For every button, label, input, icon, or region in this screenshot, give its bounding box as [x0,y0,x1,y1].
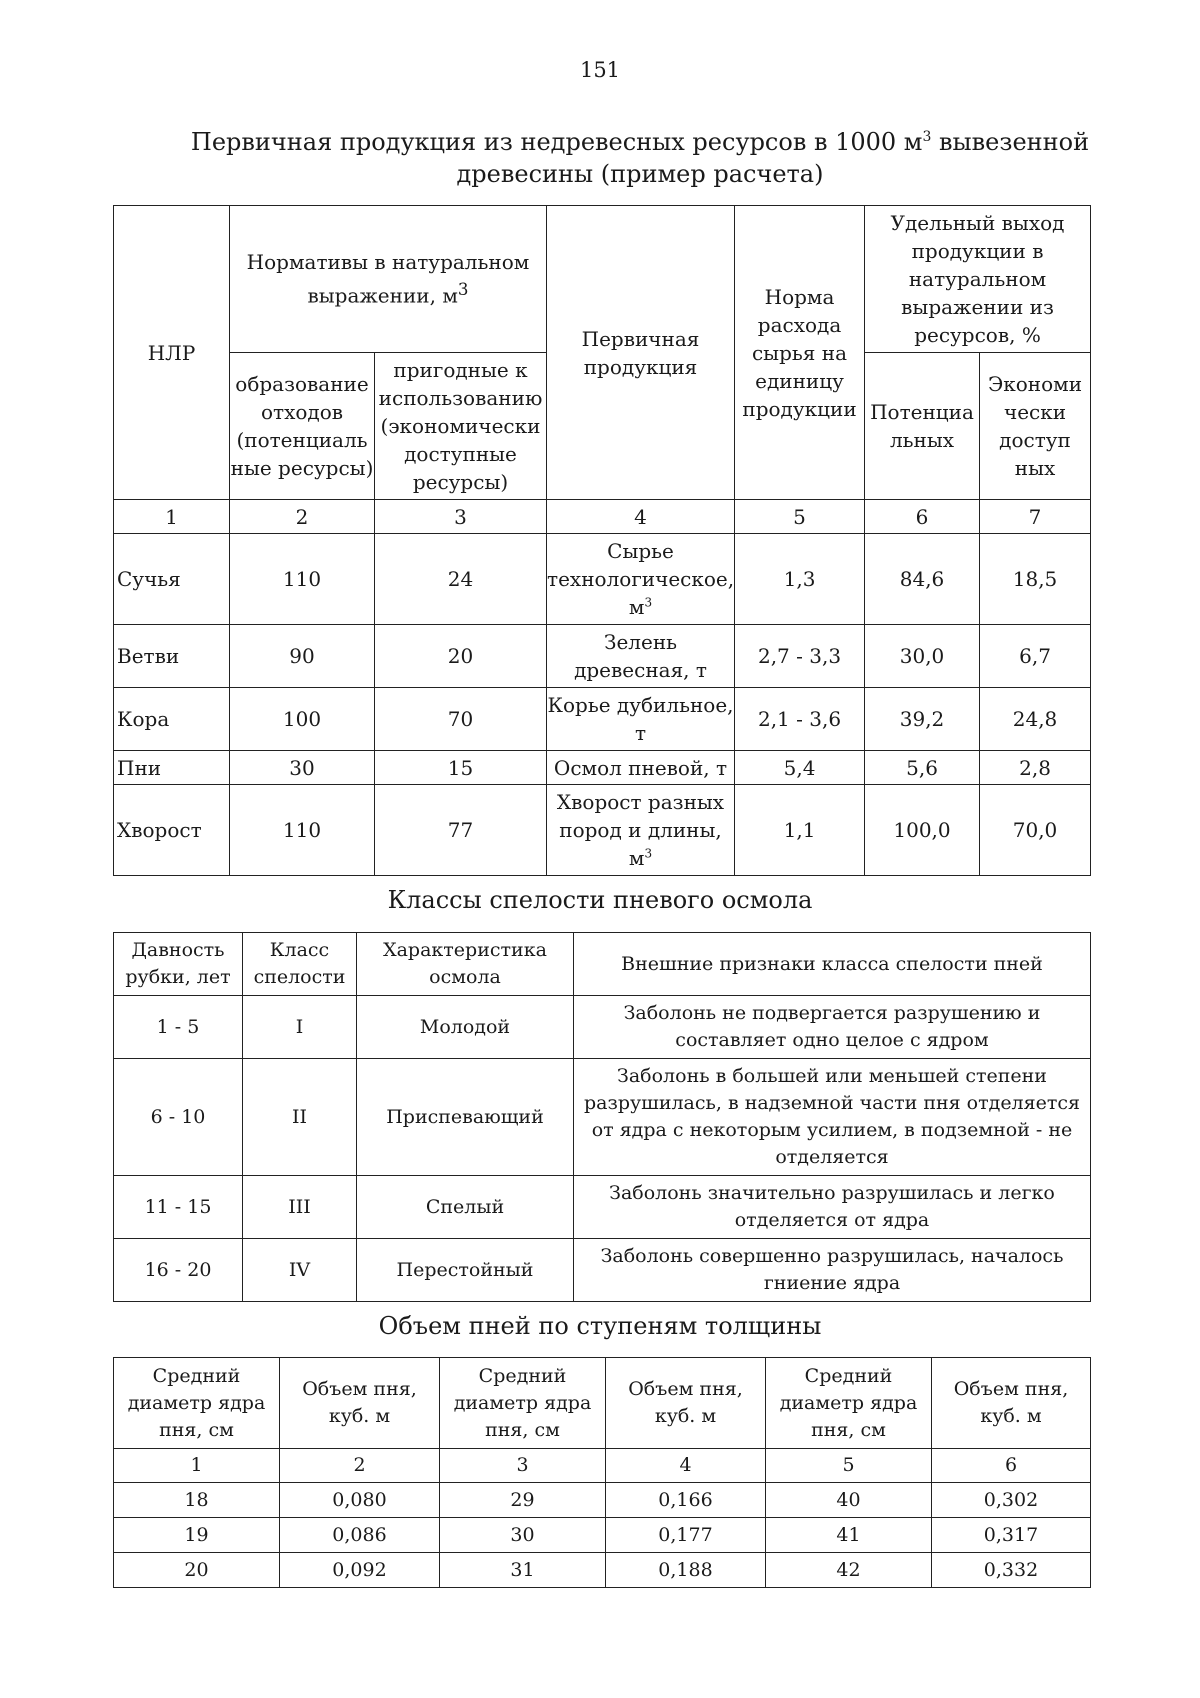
row-class: II [243,1059,357,1176]
header-economic: Экономи чески доступ ных [980,353,1091,500]
row-usable: 70 [375,688,547,751]
cell: 0,188 [606,1553,766,1588]
cell: 0,086 [280,1518,440,1553]
cell: 30 [440,1518,606,1553]
row-economic: 70,0 [980,785,1091,876]
cell: 20 [114,1553,280,1588]
primary-products-table [113,205,1091,876]
row-class: III [243,1176,357,1239]
cell: 0,332 [932,1553,1091,1588]
col-number: 2 [280,1449,440,1483]
header-age: Давность рубки, лет [114,933,243,996]
cell: 42 [766,1553,932,1588]
row-waste: 100 [230,688,375,751]
header-nlr: НЛР [114,206,230,500]
row-rate: 2,1 - 3,6 [735,688,865,751]
header-waste: образование отходов (потенциаль ные ресурсы) [230,353,375,500]
cell: 0,092 [280,1553,440,1588]
row-characteristic: Перестойный [357,1239,574,1302]
row-product: Сырье технологическое, $м^3$ [547,534,735,625]
row-product: Зелень древесная, т [547,625,735,688]
header-diameter: Средний диаметр ядра пня, см [766,1358,932,1449]
table-row [114,1518,1091,1553]
col-number: 6 [932,1449,1091,1483]
stump-volume-table [113,1357,1091,1588]
row-waste: 90 [230,625,375,688]
header-volume: Объем пня, куб. м [606,1358,766,1449]
row-class: I [243,996,357,1059]
row-economic: 6,7 [980,625,1091,688]
header-norms-group: Нормативы в натуральном выражении, $м^3$ [230,206,547,353]
row-economic: 18,5 [980,534,1091,625]
header-signs: Внешние признаки класса спелости пней [574,933,1091,996]
table-row [114,996,1091,1059]
row-potential: 30,0 [865,625,980,688]
header-yield-group: Удельный выход продукции в натуральном выражении из ресурсов, % [865,206,1091,353]
cell: 0,317 [932,1518,1091,1553]
row-rate: 5,4 [735,751,865,785]
table-row [114,625,1091,688]
row-usable: 15 [375,751,547,785]
row-nlr: Ветви [114,625,230,688]
table2-title: Классы спелости пневого осмола [387,886,813,914]
row-signs: Заболонь в большей или меньшей степени разрушилась, в надземной части пня отделяется от ядра с некоторым усилием, в подземной - не отделяется [574,1059,1091,1176]
table1-title-sup: 3 [922,129,932,145]
header-diameter: Средний диаметр ядра пня, см [440,1358,606,1449]
table1-title-part2: вывезенной [931,128,1090,156]
cell: 41 [766,1518,932,1553]
table-row [114,1483,1091,1518]
col-number: 3 [440,1449,606,1483]
row-characteristic: Приспевающий [357,1059,574,1176]
cell: 29 [440,1483,606,1518]
row-signs: Заболонь совершенно разрушилась, началось гниение ядра [574,1239,1091,1302]
col-number: 1 [114,1449,280,1483]
row-product: Осмол пневой, т [547,751,735,785]
table-row [114,688,1091,751]
row-characteristic: Молодой [357,996,574,1059]
row-age: 1 - 5 [114,996,243,1059]
row-nlr: Пни [114,751,230,785]
cell: 0,166 [606,1483,766,1518]
table-row [114,785,1091,876]
col-number: 4 [606,1449,766,1483]
col-number: 5 [766,1449,932,1483]
col-number: 2 [230,500,375,534]
row-usable: 77 [375,785,547,876]
header-usable: пригодные к использованию (экономически доступные ресурсы) [375,353,547,500]
row-nlr: Сучья [114,534,230,625]
col-number: 7 [980,500,1091,534]
row-product: Хворост разных пород и длины, $м^3$ [547,785,735,876]
table-row [114,1176,1091,1239]
table-row [114,751,1091,785]
row-age: 11 - 15 [114,1176,243,1239]
row-waste: 110 [230,534,375,625]
col-number: 1 [114,500,230,534]
header-characteristic: Характеристика осмола [357,933,574,996]
table-row [114,534,1091,625]
col-number: 3 [375,500,547,534]
table-row [114,1553,1091,1588]
header-volume: Объем пня, куб. м [280,1358,440,1449]
table1-title-line2: древесины (пример расчета) [456,160,824,188]
table1-title [150,126,1130,190]
header-rate: Норма расхода сырья на единицу продукции [735,206,865,500]
col-number: 4 [547,500,735,534]
cell: 40 [766,1483,932,1518]
row-potential: 5,6 [865,751,980,785]
row-rate: 1,1 [735,785,865,876]
row-nlr: Хворост [114,785,230,876]
cell: 0,177 [606,1518,766,1553]
header-product: Первичная продукция [547,206,735,500]
cell: 19 [114,1518,280,1553]
row-usable: 24 [375,534,547,625]
header-class: Класс спелости [243,933,357,996]
table-row [114,1239,1091,1302]
column-number-row [114,1449,1091,1483]
row-economic: 24,8 [980,688,1091,751]
cell: 0,080 [280,1483,440,1518]
cell: 0,302 [932,1483,1091,1518]
row-economic: 2,8 [980,751,1091,785]
col-number: 6 [865,500,980,534]
table1-title-part1: Первичная продукция из недревесных ресурсов в 1000 м [190,128,923,156]
column-number-row [114,500,1091,534]
row-nlr: Кора [114,688,230,751]
row-age: 16 - 20 [114,1239,243,1302]
row-potential: 84,6 [865,534,980,625]
row-age: 6 - 10 [114,1059,243,1176]
page-number: 151 [579,58,621,82]
row-characteristic: Спелый [357,1176,574,1239]
header-volume: Объем пня, куб. м [932,1358,1091,1449]
row-potential: 39,2 [865,688,980,751]
table-row [114,1059,1091,1176]
maturity-classes-table [113,932,1091,1302]
row-rate: 1,3 [735,534,865,625]
table3-title: Объем пней по ступеням толщины [378,1312,822,1340]
row-waste: 30 [230,751,375,785]
row-potential: 100,0 [865,785,980,876]
header-diameter: Средний диаметр ядра пня, см [114,1358,280,1449]
row-signs: Заболонь значительно разрушилась и легко отделяется от ядра [574,1176,1091,1239]
row-class: IV [243,1239,357,1302]
row-signs: Заболонь не подвергается разрушению и составляет одно целое с ядром [574,996,1091,1059]
header-potential: Потенциа льных [865,353,980,500]
row-usable: 20 [375,625,547,688]
cell: 18 [114,1483,280,1518]
row-product: Корье дубильное, т [547,688,735,751]
cell: 31 [440,1553,606,1588]
col-number: 5 [735,500,865,534]
row-waste: 110 [230,785,375,876]
row-rate: 2,7 - 3,3 [735,625,865,688]
